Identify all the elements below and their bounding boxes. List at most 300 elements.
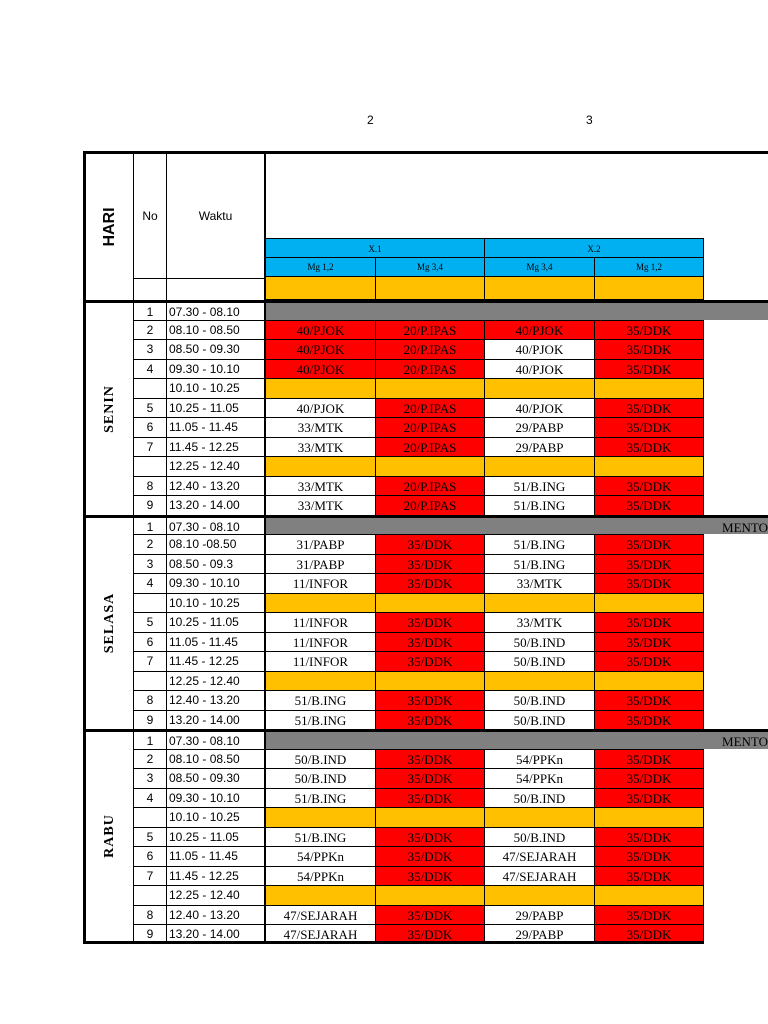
day-name: RABU — [101, 814, 117, 859]
row-time-text: 12.25 - 12.40 — [169, 459, 240, 473]
subject-cell-text: 47/SEJARAH — [283, 927, 358, 942]
subject-cell — [485, 554, 595, 574]
row-no-text: 8 — [146, 478, 154, 493]
subject-cell-text: 40/PJOK — [296, 342, 345, 357]
subject-cell — [485, 690, 595, 710]
subject-cell — [595, 437, 704, 457]
subject-cell — [485, 651, 595, 671]
row-no-text: 3 — [146, 771, 154, 785]
header-class-area — [266, 151, 768, 238]
row-no — [134, 612, 167, 632]
break-cell — [595, 885, 704, 905]
break-cell — [266, 885, 376, 905]
row-no — [134, 300, 167, 320]
break-cell — [485, 807, 595, 827]
row-time-text: 08.50 - 09.30 — [169, 342, 240, 356]
subject-cell-text: 35/DDK — [407, 927, 453, 942]
subject-cell-text: 11/INFOR — [292, 634, 349, 650]
row-no-text: 1 — [146, 519, 154, 534]
subject-cell — [266, 339, 376, 359]
subject-cell — [595, 573, 704, 593]
subject-cell-text: 35/DDK — [626, 712, 672, 728]
row-time — [167, 632, 266, 652]
row-time — [167, 398, 266, 418]
row-time-text: 10.10 - 10.25 — [169, 381, 240, 395]
subject-cell — [266, 905, 376, 925]
subject-cell-text: 50/B.IND — [513, 712, 566, 728]
subject-cell-text: 54/PPKn — [297, 868, 344, 884]
row-no — [134, 398, 167, 418]
row-no — [134, 651, 167, 671]
row-time-text: 11.05 - 11.45 — [169, 420, 238, 434]
subject-cell-text: 54/PPKn — [297, 849, 344, 864]
subject-cell-text: 35/DDK — [626, 771, 672, 786]
subject-cell — [266, 359, 376, 379]
subject-cell-text: 35/DDK — [407, 576, 453, 591]
row-time — [167, 437, 266, 457]
row-no-text: 3 — [146, 556, 154, 571]
row-no — [134, 788, 167, 808]
subject-cell — [595, 924, 704, 944]
row-time — [167, 671, 266, 691]
subject-cell — [595, 359, 704, 379]
subject-cell-text: 35/DDK — [626, 342, 672, 357]
row-time — [167, 905, 266, 925]
row-time — [167, 788, 266, 808]
row-no — [134, 768, 167, 788]
subject-cell-text: 51/B.ING — [513, 478, 566, 494]
subject-cell-text: 47/SEJARAH — [502, 868, 577, 884]
subject-cell-text: 35/DDK — [407, 751, 453, 767]
subject-cell-text: 35/DDK — [626, 654, 672, 669]
row-no-text: 3 — [146, 342, 154, 356]
subject-cell — [485, 788, 595, 808]
header-waktu — [167, 151, 266, 278]
ceremony-row — [266, 729, 768, 749]
subject-cell — [595, 788, 704, 808]
row-time-text: 12.40 - 13.20 — [169, 478, 240, 493]
subject-cell-text: 35/DDK — [626, 751, 672, 767]
break-cell — [485, 456, 595, 476]
class-header-1-text: X.2 — [587, 244, 601, 254]
subject-cell — [485, 846, 595, 866]
subject-cell-text: 35/DDK — [407, 693, 453, 708]
row-no — [134, 905, 167, 925]
subject-cell-text: 35/DDK — [626, 556, 672, 572]
subject-cell — [485, 495, 595, 515]
schedule-table — [83, 151, 768, 948]
subject-cell-text: 50/B.IND — [513, 829, 566, 845]
subject-cell-text: 35/DDK — [407, 868, 453, 884]
break-cell — [266, 593, 376, 613]
subject-cell — [376, 768, 485, 788]
subject-cell-text: 29/PABP — [515, 907, 564, 923]
row-time-text: 08.50 - 09.3 — [169, 556, 234, 571]
subject-cell-text: 35/DDK — [407, 537, 453, 552]
row-time — [167, 359, 266, 379]
subject-cell-text: 51/B.ING — [513, 498, 566, 513]
subject-cell — [266, 866, 376, 886]
subject-cell-text: 35/DDK — [626, 790, 672, 806]
row-no-text: 5 — [146, 829, 154, 844]
row-time — [167, 417, 266, 437]
row-time-text: 07.30 - 08.10 — [169, 519, 240, 534]
subject-cell-text: 35/DDK — [407, 790, 453, 806]
row-time-text: 09.30 - 10.10 — [169, 790, 240, 805]
row-no-text: 6 — [146, 420, 154, 434]
subject-cell-text: 29/PABP — [515, 927, 564, 942]
row-time — [167, 827, 266, 847]
break-cell — [376, 593, 485, 613]
row-time — [167, 573, 266, 593]
row-time-text: 10.10 - 10.25 — [169, 595, 240, 610]
subject-cell-text: 35/DDK — [626, 868, 672, 884]
row-no-text: 5 — [146, 615, 154, 629]
row-time — [167, 710, 266, 730]
subject-cell-text: 40/PJOK — [515, 342, 564, 357]
row-no — [134, 495, 167, 515]
break-cell — [376, 885, 485, 905]
subject-cell-text: 35/DDK — [626, 907, 672, 923]
subject-cell — [266, 398, 376, 418]
subject-cell-text: 35/DDK — [407, 907, 453, 923]
row-time-text: 08.10 -08.50 — [169, 537, 237, 551]
subject-cell-text: 51/B.ING — [513, 537, 566, 552]
subject-cell-text: 35/DDK — [626, 615, 672, 630]
subject-cell — [266, 924, 376, 944]
subject-cell-text: 31/PABP — [296, 537, 345, 552]
subject-cell-text: 35/DDK — [626, 927, 672, 942]
subject-cell-text: 51/B.ING — [294, 693, 347, 708]
subject-cell — [595, 495, 704, 515]
row-no-text: 8 — [146, 907, 154, 922]
subject-cell-text: 35/DDK — [626, 322, 672, 338]
subject-cell — [376, 534, 485, 554]
subject-cell — [266, 632, 376, 652]
subject-cell — [376, 827, 485, 847]
row-time — [167, 749, 266, 769]
subject-cell — [595, 398, 704, 418]
week-header-1-1-text: Mg 1,2 — [635, 262, 662, 272]
row-time-text: 11.45 - 12.25 — [169, 654, 239, 668]
row-no — [134, 846, 167, 866]
subject-cell — [266, 612, 376, 632]
row-no — [134, 573, 167, 593]
subject-cell-text: 54/PPKn — [516, 751, 563, 767]
row-time-text: 12.25 - 12.40 — [169, 888, 240, 902]
row-no — [134, 827, 167, 847]
row-time-text: 09.30 - 10.10 — [169, 361, 240, 376]
subject-cell — [485, 359, 595, 379]
subject-cell-text: 20/P.IPAS — [403, 342, 457, 357]
subject-cell-text: 35/DDK — [626, 537, 672, 552]
subject-cell — [595, 749, 704, 769]
row-no — [134, 671, 167, 691]
row-no-text: 7 — [146, 868, 154, 883]
subject-cell-text: 40/PJOK — [515, 322, 564, 338]
row-time — [167, 456, 266, 476]
header-no-text: No — [142, 209, 158, 223]
row-time-text: 08.10 - 08.50 — [169, 751, 240, 766]
subject-cell-text: 50/B.IND — [294, 771, 347, 786]
week-header-0-0 — [266, 258, 376, 277]
subject-cell-text: 54/PPKn — [516, 771, 563, 786]
week-header-1-0 — [485, 258, 595, 277]
row-time-text: 11.05 - 11.45 — [169, 634, 238, 649]
row-no — [134, 729, 167, 749]
subject-cell — [595, 866, 704, 886]
row-no — [134, 417, 167, 437]
week-header-0-1-text: Mg 3,4 — [416, 262, 443, 272]
subject-cell — [376, 632, 485, 652]
break-cell — [595, 378, 704, 398]
subject-cell-text: 40/PJOK — [515, 400, 564, 416]
subject-cell-text: 35/DDK — [626, 498, 672, 513]
subject-cell-text: 11/INFOR — [292, 654, 349, 669]
subject-cell — [485, 710, 595, 730]
subject-cell — [266, 320, 376, 340]
day-label-rabu — [83, 729, 134, 944]
subject-cell — [266, 749, 376, 769]
subject-cell-text: 35/DDK — [626, 439, 672, 455]
subject-cell-text: 33/MTK — [297, 439, 344, 455]
break-cell — [485, 593, 595, 613]
subject-cell — [376, 495, 485, 515]
subject-cell — [376, 866, 485, 886]
header-waktu-text: Waktu — [198, 209, 233, 223]
subject-cell — [266, 437, 376, 457]
row-no — [134, 378, 167, 398]
ceremony-row-text: MENTO — [722, 734, 768, 749]
row-time-text: 10.25 - 11.05 — [169, 400, 239, 415]
subject-cell — [595, 320, 704, 340]
subject-cell-text: 50/B.IND — [513, 634, 566, 650]
row-time — [167, 612, 266, 632]
row-no — [134, 924, 167, 944]
subject-cell — [485, 437, 595, 457]
week-header-0-1 — [376, 258, 485, 277]
row-time-text: 13.20 - 14.00 — [169, 712, 240, 727]
subject-cell — [485, 924, 595, 944]
subject-cell-text: 35/DDK — [407, 849, 453, 864]
row-time-text: 12.40 - 13.20 — [169, 907, 240, 922]
row-no-text: 1 — [146, 734, 154, 748]
break-cell — [376, 378, 485, 398]
subject-cell — [376, 554, 485, 574]
subject-cell — [266, 417, 376, 437]
subject-cell — [595, 339, 704, 359]
subject-cell — [485, 534, 595, 554]
subject-cell-text: 20/P.IPAS — [403, 420, 457, 435]
row-time-text: 11.05 - 11.45 — [169, 849, 238, 863]
row-no — [134, 476, 167, 496]
subject-cell — [595, 632, 704, 652]
row-no-text: 9 — [146, 927, 154, 941]
row-time-text: 13.20 - 14.00 — [169, 927, 240, 941]
subject-cell-text: 35/DDK — [626, 849, 672, 864]
row-time — [167, 515, 266, 535]
day-name: SENIN — [101, 384, 117, 433]
subject-cell — [595, 690, 704, 710]
subject-cell — [595, 905, 704, 925]
row-no-text: 8 — [146, 693, 154, 707]
row-time — [167, 690, 266, 710]
subject-cell — [376, 612, 485, 632]
subject-cell — [595, 476, 704, 496]
subject-cell-text: 33/MTK — [516, 576, 563, 591]
week-header-1-0-text: Mg 3,4 — [526, 262, 553, 272]
break-cell — [485, 885, 595, 905]
subject-cell-text: 35/DDK — [626, 576, 672, 591]
subject-cell — [595, 534, 704, 554]
row-time — [167, 924, 266, 944]
row-time-text: 07.30 - 08.10 — [169, 305, 240, 319]
subject-cell-text: 47/SEJARAH — [502, 849, 577, 864]
subject-cell-text: 35/DDK — [407, 615, 453, 630]
header-orange-3 — [595, 277, 704, 300]
subject-cell — [376, 339, 485, 359]
subject-cell-text: 35/DDK — [407, 556, 453, 572]
subject-cell — [376, 924, 485, 944]
subject-cell-text: 50/B.IND — [294, 751, 347, 767]
row-time — [167, 866, 266, 886]
header-hari — [83, 151, 134, 300]
break-cell — [266, 456, 376, 476]
subject-cell — [485, 632, 595, 652]
row-time — [167, 846, 266, 866]
row-no — [134, 690, 167, 710]
subject-cell-text: 40/PJOK — [296, 400, 345, 416]
week-header-0-0-text: Mg 1,2 — [307, 262, 334, 272]
row-time-text: 12.25 - 12.40 — [169, 673, 240, 688]
subject-cell-text: 50/B.IND — [513, 790, 566, 806]
row-no-text: 2 — [146, 751, 154, 766]
row-time — [167, 495, 266, 515]
subject-cell-text: 51/B.ING — [294, 790, 347, 806]
subject-cell — [376, 476, 485, 496]
day-label-senin — [83, 300, 134, 515]
row-no — [134, 437, 167, 457]
ceremony-row — [266, 515, 768, 535]
row-no-text: 6 — [146, 634, 154, 649]
row-no — [134, 749, 167, 769]
subject-cell-text: 35/DDK — [626, 400, 672, 416]
day-name: SELASA — [101, 593, 117, 654]
subject-cell — [376, 710, 485, 730]
subject-cell — [595, 651, 704, 671]
subject-cell — [266, 690, 376, 710]
subject-cell — [485, 612, 595, 632]
subject-cell — [266, 573, 376, 593]
subject-cell — [485, 339, 595, 359]
column-number-3: 3 — [586, 113, 593, 127]
subject-cell — [376, 417, 485, 437]
subject-cell-text: 33/MTK — [516, 615, 563, 630]
header-waktu-blank — [167, 278, 266, 300]
break-cell — [595, 456, 704, 476]
row-no — [134, 534, 167, 554]
row-time — [167, 320, 266, 340]
row-time — [167, 807, 266, 827]
subject-cell — [485, 398, 595, 418]
subject-cell-text: 35/DDK — [407, 654, 453, 669]
header-orange-2 — [485, 277, 595, 300]
row-no-text: 4 — [146, 361, 154, 376]
row-no-text: 7 — [146, 439, 154, 454]
break-cell — [376, 671, 485, 691]
break-cell — [595, 671, 704, 691]
row-time-text: 10.25 - 11.05 — [169, 615, 239, 629]
row-no — [134, 515, 167, 535]
subject-cell — [595, 827, 704, 847]
ceremony-row-text: MENTO — [722, 519, 768, 534]
subject-cell-text: 33/MTK — [297, 478, 344, 494]
subject-cell-text: 51/B.ING — [294, 712, 347, 728]
ceremony-row — [266, 300, 768, 320]
break-cell — [376, 456, 485, 476]
day-label-selasa — [83, 515, 134, 730]
subject-cell — [266, 554, 376, 574]
row-no — [134, 710, 167, 730]
row-no-text: 6 — [146, 849, 154, 863]
break-cell — [595, 807, 704, 827]
break-cell — [595, 593, 704, 613]
subject-cell-text: 35/DDK — [407, 771, 453, 786]
subject-cell — [266, 788, 376, 808]
subject-cell — [266, 495, 376, 515]
subject-cell-text: 20/P.IPAS — [403, 322, 457, 338]
break-cell — [266, 378, 376, 398]
row-time-text: 10.25 - 11.05 — [169, 829, 239, 844]
week-header-1-1 — [595, 258, 704, 277]
subject-cell — [376, 690, 485, 710]
row-no-text: 4 — [146, 790, 154, 805]
row-no-text: 9 — [146, 712, 154, 727]
subject-cell — [266, 710, 376, 730]
subject-cell — [376, 846, 485, 866]
subject-cell-text: 35/DDK — [626, 478, 672, 494]
subject-cell — [485, 749, 595, 769]
row-time-text: 11.45 - 12.25 — [169, 868, 239, 883]
row-no-text: 1 — [146, 305, 154, 319]
subject-cell-text: 11/INFOR — [292, 576, 349, 591]
header-no-blank — [134, 278, 167, 300]
subject-cell-text: 20/P.IPAS — [403, 400, 457, 416]
subject-cell-text: 35/DDK — [407, 634, 453, 650]
subject-cell — [266, 476, 376, 496]
subject-cell-text: 40/PJOK — [515, 361, 564, 377]
break-cell — [266, 671, 376, 691]
subject-cell-text: 33/MTK — [297, 498, 344, 513]
subject-cell — [376, 320, 485, 340]
class-header-1 — [485, 238, 704, 258]
row-no — [134, 359, 167, 379]
column-number-2: 2 — [367, 113, 374, 127]
row-time-text: 12.40 - 13.20 — [169, 693, 240, 707]
row-time — [167, 651, 266, 671]
row-time — [167, 729, 266, 749]
row-no — [134, 632, 167, 652]
subject-cell-text: 20/P.IPAS — [403, 498, 457, 513]
row-time — [167, 300, 266, 320]
subject-cell-text: 50/B.IND — [513, 654, 566, 669]
subject-cell — [595, 417, 704, 437]
subject-cell-text: 35/DDK — [626, 420, 672, 435]
subject-cell — [376, 437, 485, 457]
row-no-text: 7 — [146, 654, 154, 668]
row-no-text: 2 — [146, 322, 154, 337]
row-time — [167, 885, 266, 905]
